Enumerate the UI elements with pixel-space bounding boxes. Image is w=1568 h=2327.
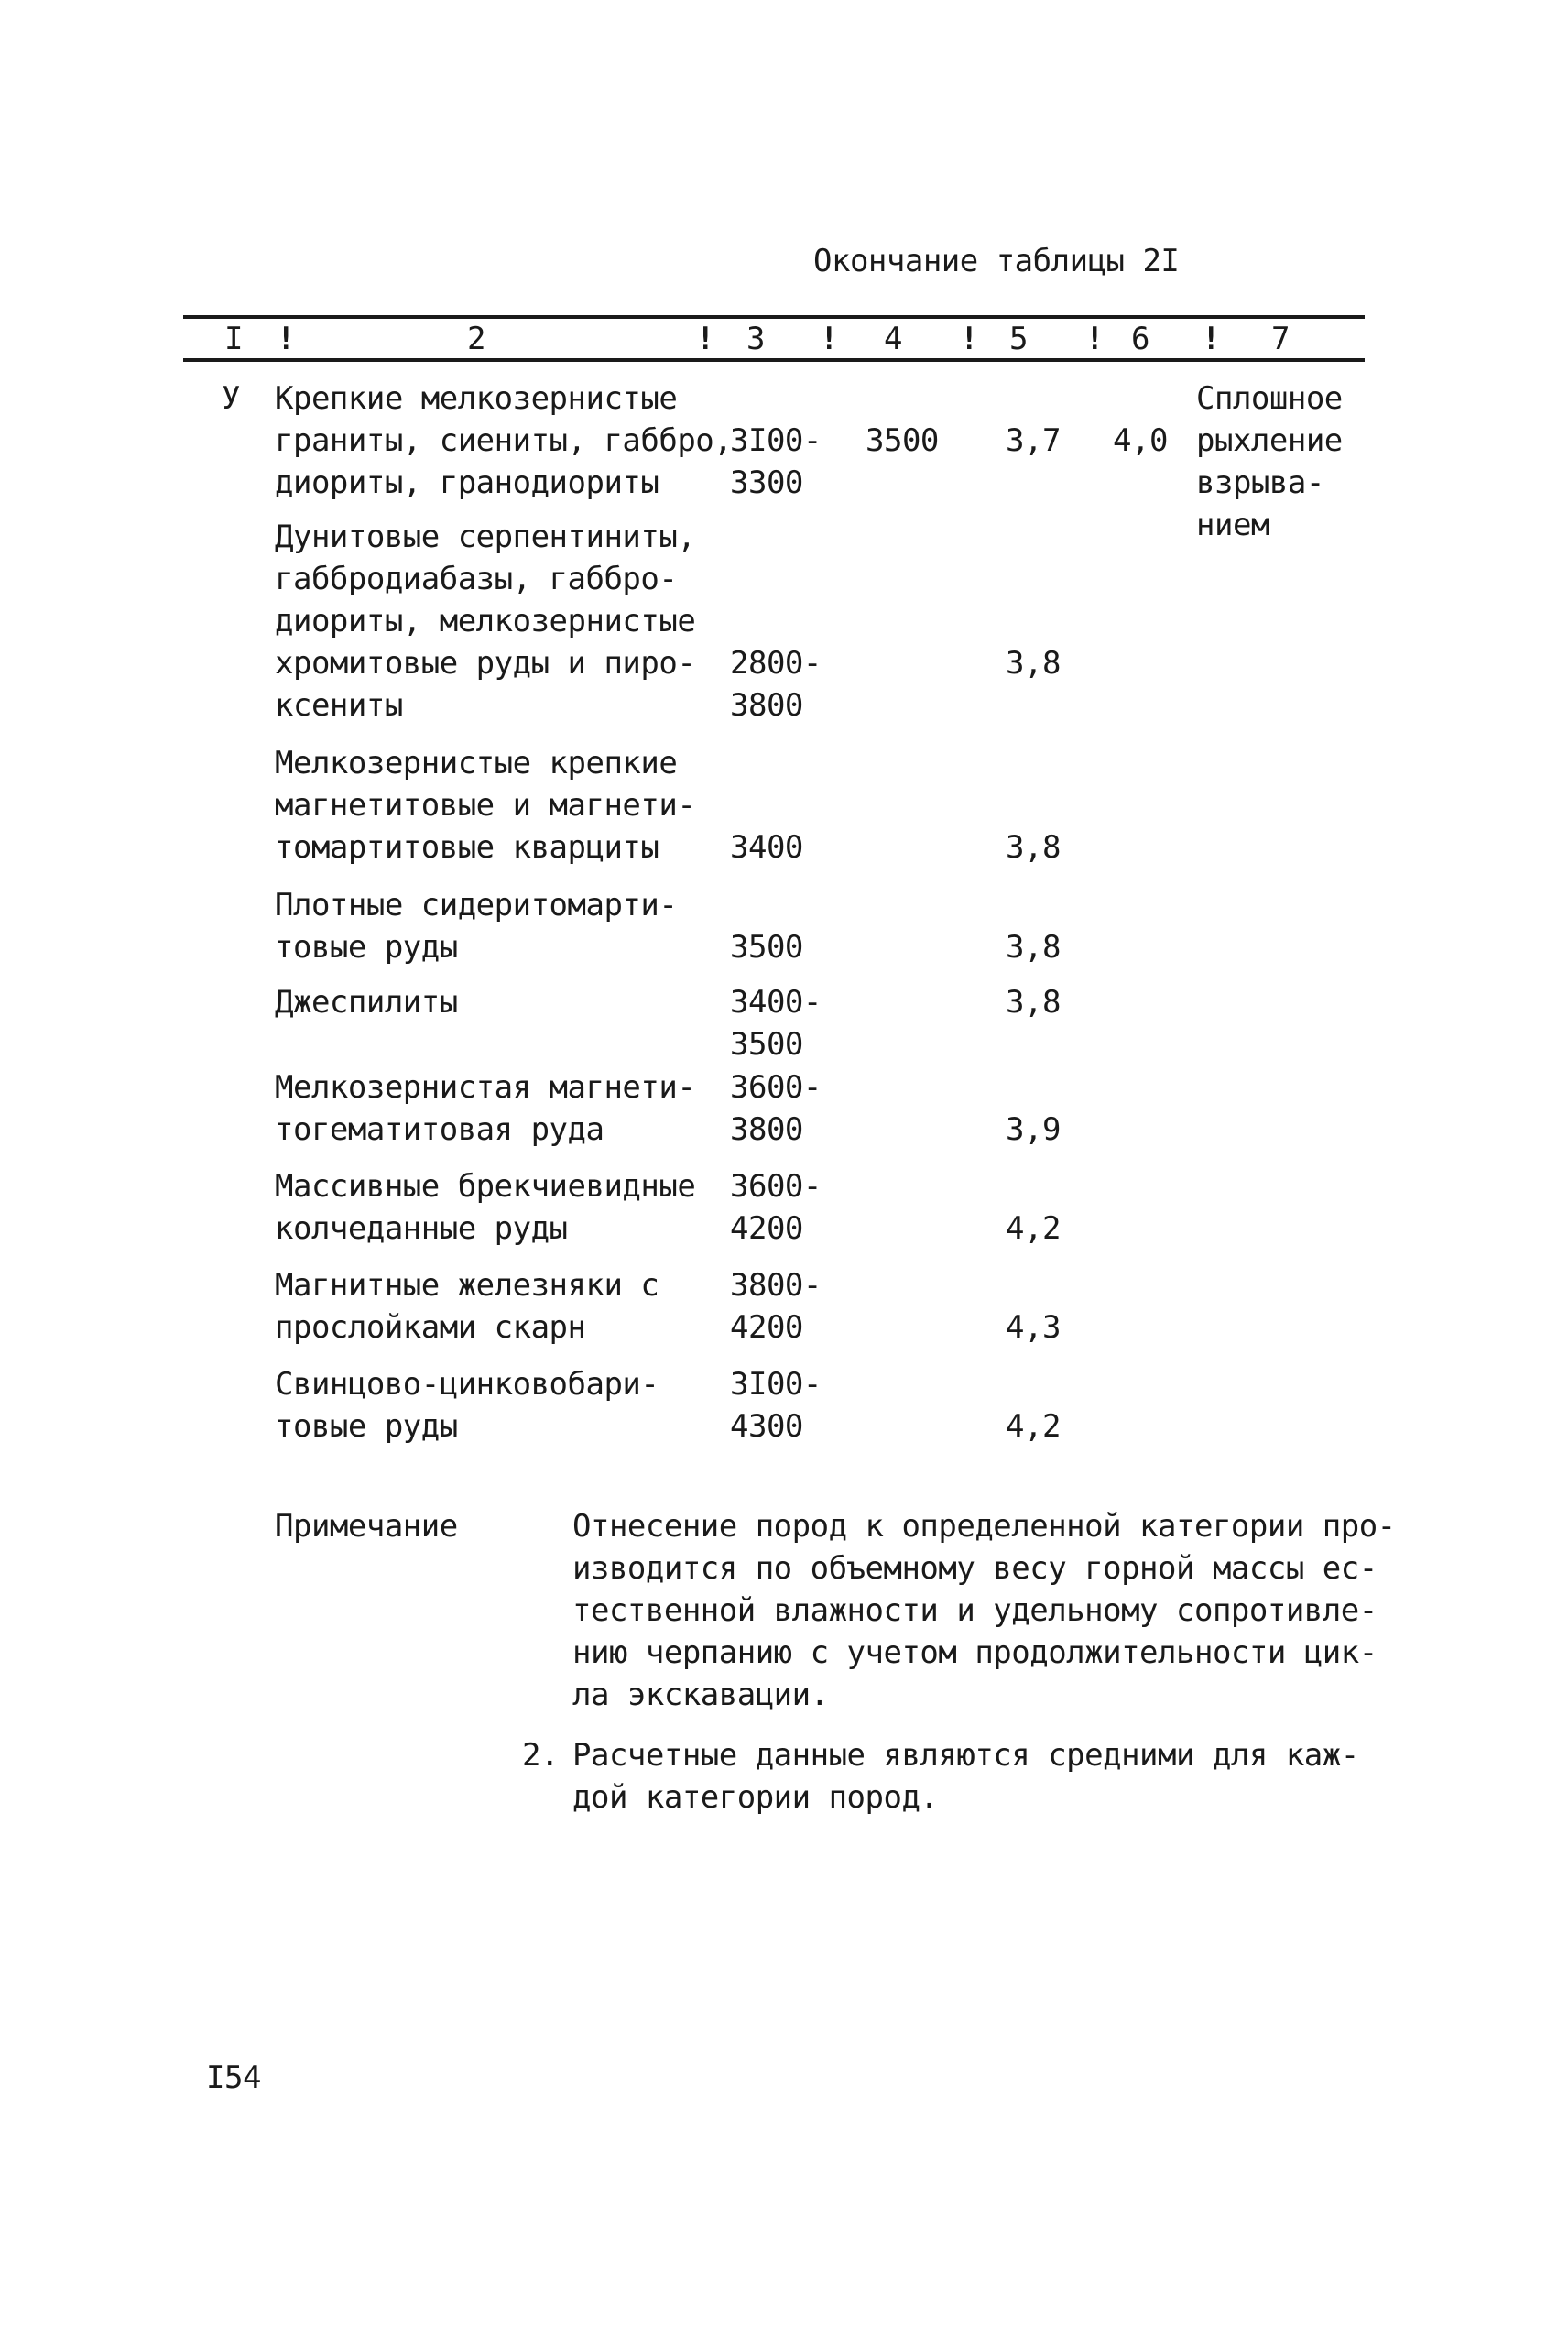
header-top-rule xyxy=(183,315,1365,319)
col5-value: 4,2 xyxy=(1006,1408,1061,1445)
rock-description: колчеданные руды xyxy=(275,1210,568,1247)
col5-value: 3,8 xyxy=(1006,929,1061,966)
note-line: изводится по объемному весу горной массы ес- xyxy=(572,1550,1377,1587)
col7-text: рыхление xyxy=(1196,422,1343,459)
rock-description: ксениты xyxy=(275,687,403,724)
col3-value: 3300 xyxy=(730,464,803,501)
rock-description: Дунитовые серпентиниты, xyxy=(275,519,696,555)
col-separator: ! xyxy=(277,321,295,357)
note-item-number: 2. xyxy=(522,1737,559,1774)
col3-value: 3I00- xyxy=(730,1366,822,1403)
col5-value: 3,8 xyxy=(1006,984,1061,1021)
col-separator: ! xyxy=(960,321,978,357)
rock-description: тогематитовая руда xyxy=(275,1111,604,1148)
col-separator: ! xyxy=(820,321,838,357)
rock-description: Массивные брекчиевидные xyxy=(275,1168,696,1205)
col3-value: 3800 xyxy=(730,687,803,724)
rock-description: прослойками скарн xyxy=(275,1309,586,1346)
rock-description: диориты, гранодиориты xyxy=(275,464,659,501)
col3-value: 3500 xyxy=(730,929,803,966)
note-label: Примечание xyxy=(275,1508,458,1545)
note-line: Расчетные данные являются средними для каж- xyxy=(572,1737,1359,1774)
rock-description: томартитовые кварциты xyxy=(275,829,659,866)
col3-value: 3500 xyxy=(730,1026,803,1063)
col-header-5: 5 xyxy=(1009,321,1028,357)
table-caption: Окончание таблицы 2I xyxy=(813,243,1180,279)
col3-value: 3400- xyxy=(730,984,822,1021)
col3-value: 3800 xyxy=(730,1111,803,1148)
col-header-7: 7 xyxy=(1271,321,1290,357)
col-header-6: 6 xyxy=(1131,321,1149,357)
col-header-1: I xyxy=(224,321,243,357)
note-line: нию черпанию с учетом продолжительности цик- xyxy=(572,1634,1377,1671)
col5-value: 3,7 xyxy=(1006,422,1061,459)
note-line: дой категории пород. xyxy=(572,1779,939,1816)
rock-description: товые руды xyxy=(275,929,458,966)
rock-description: Джеспилиты xyxy=(275,984,458,1021)
rock-description: габбродиабазы, габбро- xyxy=(275,561,678,597)
col5-value: 4,3 xyxy=(1006,1309,1061,1346)
col-header-2: 2 xyxy=(467,321,485,357)
rock-description: Мелкозернистая магнети- xyxy=(275,1069,696,1106)
rock-description: Плотные сидеритомарти- xyxy=(275,887,678,923)
rock-description: Свинцово-цинковобари- xyxy=(275,1366,659,1403)
col-separator: ! xyxy=(1085,321,1104,357)
rock-description: граниты, сиениты, габбро, xyxy=(275,422,733,459)
col3-value: 3600- xyxy=(730,1168,822,1205)
col3-value: 3600- xyxy=(730,1069,822,1106)
rock-description: Мелкозернистые крепкие xyxy=(275,745,678,781)
col5-value: 3,9 xyxy=(1006,1111,1061,1148)
col3-value: 3800- xyxy=(730,1267,822,1304)
category-label: У xyxy=(222,380,240,417)
rock-description: Магнитные железняки с xyxy=(275,1267,659,1304)
note-line: Отнесение пород к определенной категории про- xyxy=(572,1508,1396,1545)
col3-value: 3400 xyxy=(730,829,803,866)
rock-description: Крепкие мелкозернистые xyxy=(275,380,678,417)
col-separator: ! xyxy=(1202,321,1220,357)
rock-description: магнетитовые и магнети- xyxy=(275,787,696,824)
note-line: ла экскавации. xyxy=(572,1677,829,1713)
col7-text: нием xyxy=(1196,507,1269,543)
col-header-3: 3 xyxy=(746,321,765,357)
col6-value: 4,0 xyxy=(1113,422,1168,459)
col3-value: 4200 xyxy=(730,1309,803,1346)
col3-value: 3I00- xyxy=(730,422,822,459)
col5-value: 3,8 xyxy=(1006,829,1061,866)
col7-text: взрыва- xyxy=(1196,464,1324,501)
col7-text: Сплошное xyxy=(1196,380,1343,417)
col-header-4: 4 xyxy=(884,321,902,357)
rock-description: хромитовые руды и пиро- xyxy=(275,645,696,682)
page-number: I54 xyxy=(206,2059,261,2096)
header-bottom-rule xyxy=(183,358,1365,362)
col3-value: 2800- xyxy=(730,645,822,682)
col3-value: 4300 xyxy=(730,1408,803,1445)
col-separator: ! xyxy=(696,321,714,357)
note-line: тественной влажности и удельному сопротивле- xyxy=(572,1592,1377,1629)
rock-description: диориты, мелкозернистые xyxy=(275,603,696,639)
col4-value: 3500 xyxy=(866,422,939,459)
col3-value: 4200 xyxy=(730,1210,803,1247)
rock-description: товые руды xyxy=(275,1408,458,1445)
col5-value: 3,8 xyxy=(1006,645,1061,682)
col5-value: 4,2 xyxy=(1006,1210,1061,1247)
